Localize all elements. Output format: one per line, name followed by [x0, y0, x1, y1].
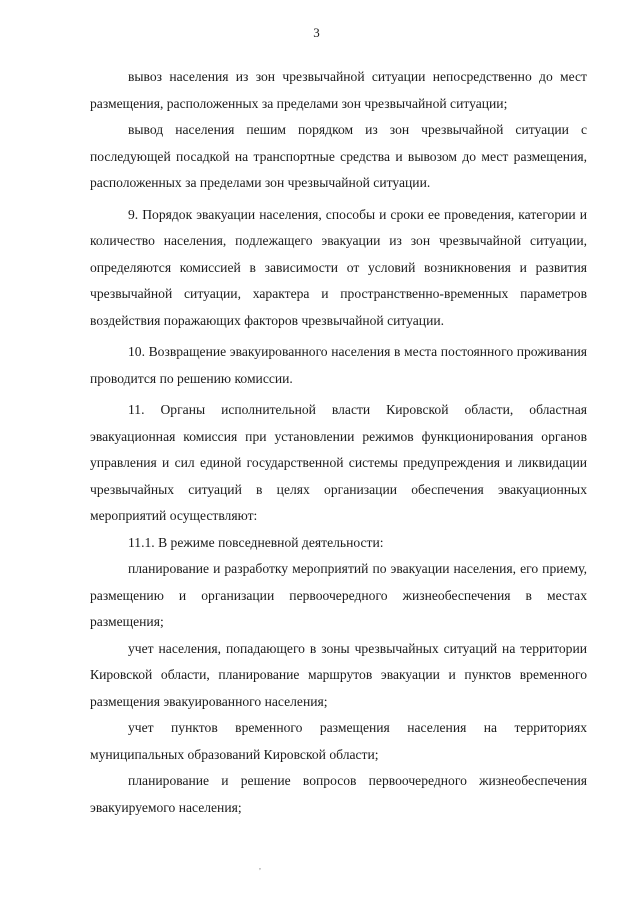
paragraph: вывоз населения из зон чрезвычайной ситуации непосредственно до мест размещения, расположенных за пределами зон чрезвычайной ситуации; [90, 69, 587, 111]
paragraph: учет пунктов временного размещения населения на территориях муниципальных образований Кировской области; [90, 720, 587, 762]
paragraph: 10. Возвращение эвакуированного населения в места постоянного проживания проводится по решению комиссии. [90, 344, 587, 386]
paragraph: учет населения, попадающего в зоны чрезвычайных ситуаций на территории Кировской области, планирование маршрутов эвакуации и пунктов временного размещения эвакуированного населения; [90, 640, 587, 709]
paragraph: 11.1. В режиме повседневной деятельности: [128, 534, 384, 550]
stray-mark: , [259, 862, 261, 871]
paragraph: 9. Порядок эвакуации населения, способы и сроки ее проведения, категории и количество населения, подлежащего эвакуации из зон чрезвычайной ситуации, определяются комиссией в зависимости от условий возникновения и развития чрезвычайной ситуации, характера и пространственно-временных параметров воздействия поражающих факторов чрезвычайной ситуации. [90, 206, 587, 328]
paragraph: 11. Органы исполнительной власти Кировской области, областная эвакуационная комиссия при установлении режимов функционирования органов управления и сил единой государственной системы предупреждения и ликвидации чрезвычайных ситуаций в целях организации обеспечения эвакуационных мероприятий осуществляют: [90, 402, 587, 523]
paragraph: вывод населения пешим порядком из зон чрезвычайной ситуации с последующей посадкой на транспортные средства и вывозом до мест размещения, расположенных за пределами зон чрезвычайной ситуации. [90, 122, 587, 190]
document-body [90, 64, 587, 821]
page-number: 3 [313, 25, 320, 40]
paragraph: планирование и разработку мероприятий по эвакуации населения, его приему, размещению и организации первоочередного жизнеобеспечения в местах размещения; [90, 561, 587, 629]
paragraph: планирование и решение вопросов первоочередного жизнеобеспечения эвакуируемого населения; [90, 773, 587, 815]
